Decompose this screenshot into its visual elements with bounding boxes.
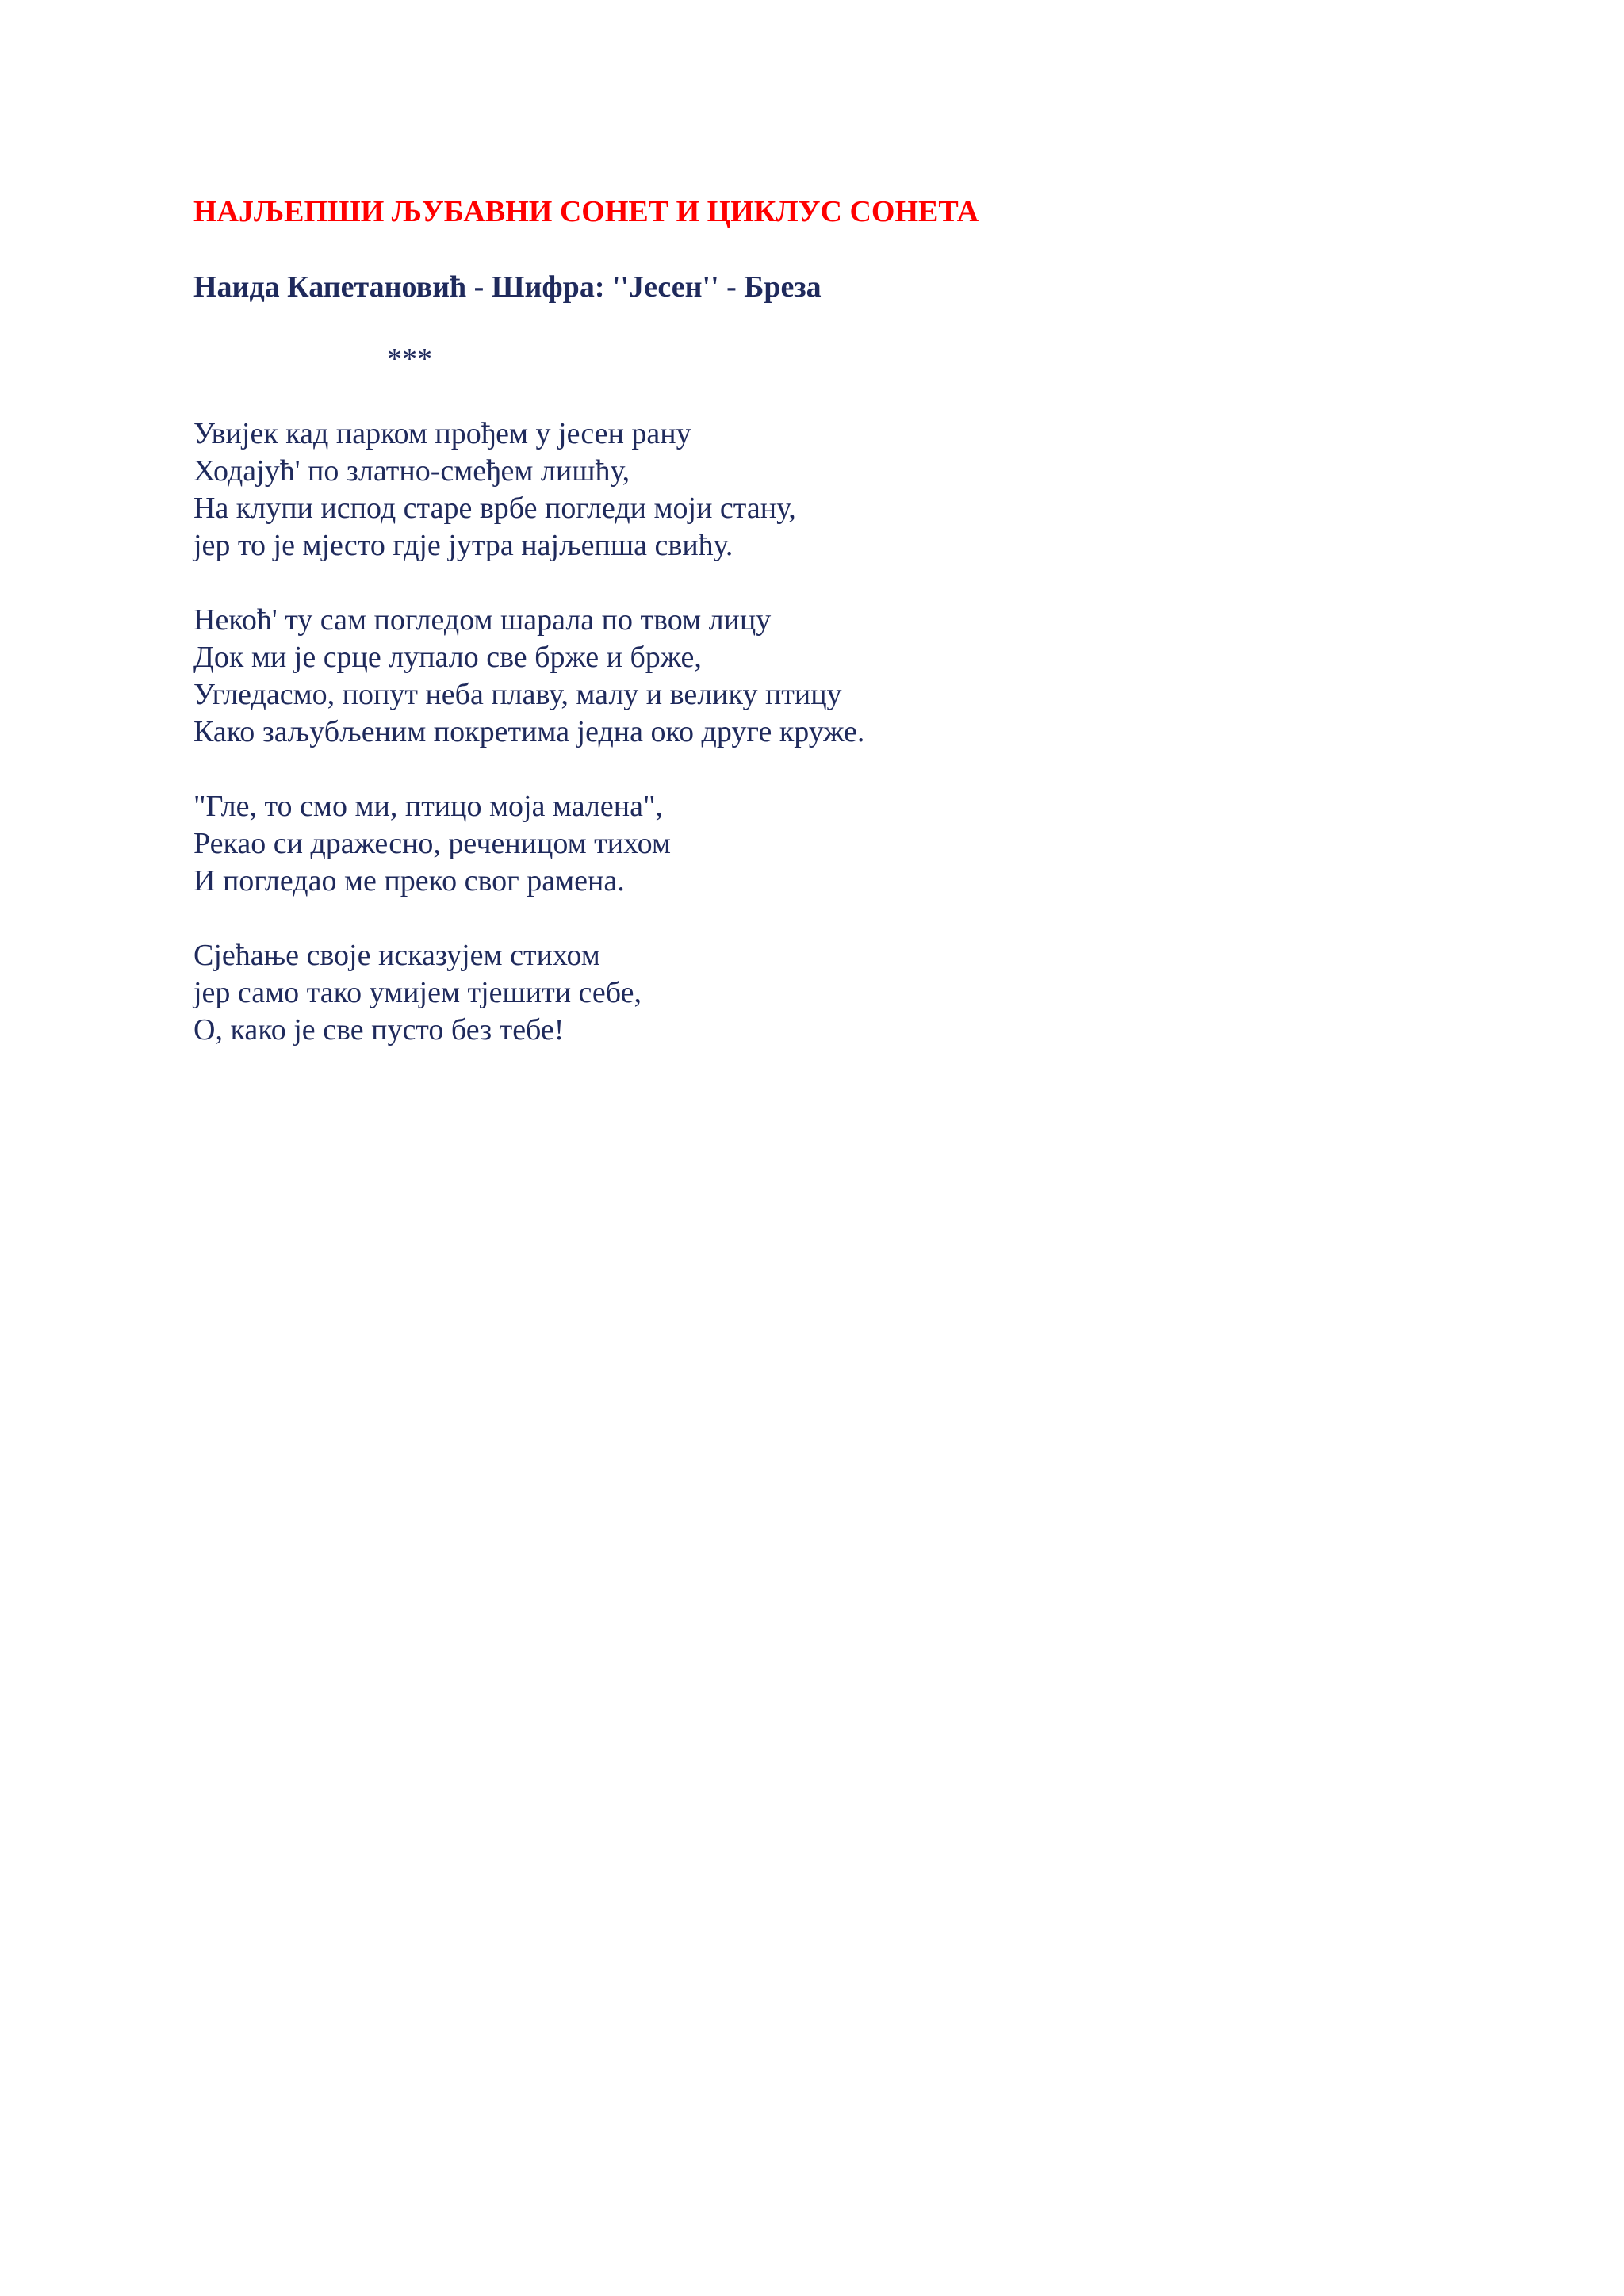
poem-line: Сјећање своје исказујем стихом xyxy=(193,939,600,972)
poem-line: О, како је све пусто без тебе! xyxy=(193,1013,565,1047)
poem-body xyxy=(193,415,1542,1049)
poem-line: Некоћ' ту сам погледом шарала по твом лицу xyxy=(193,603,772,637)
poem-line: јер то је мјесто гдје јутра најљепша свићу. xyxy=(193,529,733,562)
poem-line: Док ми је срце лупало све брже и брже, xyxy=(193,641,702,674)
stanza-2 xyxy=(193,602,1542,751)
document-content xyxy=(193,189,1542,1086)
poem-line: Ходајућ' по златно-смеђем лишћу, xyxy=(193,454,630,488)
separator-asterisks: *** xyxy=(387,342,432,376)
author-and-code-line: Наида Капетановић - Шифра: ''Јесен'' - Бреза xyxy=(193,270,822,304)
stanza-3 xyxy=(193,788,1542,900)
document-title: НАЈЉЕПШИ ЉУБАВНИ СОНЕТ И ЦИКЛУС СОНЕТА xyxy=(193,195,979,228)
poem-line: "Гле, то смо ми, птицо моја малена", xyxy=(193,790,663,823)
stanza-1 xyxy=(193,415,1542,564)
poem-line: На клупи испод старе врбе погледи моји стану, xyxy=(193,492,796,525)
poem-line: И погледао ме преко свог рамена. xyxy=(193,864,625,897)
stanza-4 xyxy=(193,937,1542,1049)
poem-line: Како заљубљеним покретима једна око друге круже. xyxy=(193,715,865,748)
poem-line: Рекао си дражесно, реченицом тихом xyxy=(193,827,671,860)
poem-line: Увијек кад парком прођем у јесен рану xyxy=(193,417,691,450)
poem-line: Угледасмо, попут неба плаву, малу и велику птицу xyxy=(193,678,842,711)
poem-line: јер само тако умијем тјешити себе, xyxy=(193,976,642,1009)
